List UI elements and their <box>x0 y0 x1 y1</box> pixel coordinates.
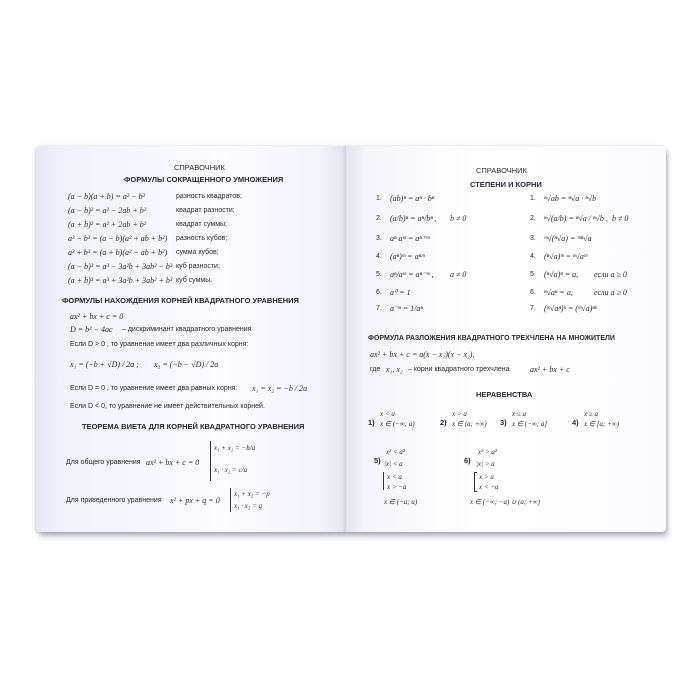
power-rule-number: 7. <box>376 305 382 312</box>
root-rule-number: 4. <box>530 253 536 260</box>
power-rule: aⁿ aᵐ = aⁿ⁺ᵐ <box>390 234 430 243</box>
vieta-reduced-product: x₁ · x₂ = q <box>234 502 263 510</box>
inequality-condition: x ≥ a <box>584 410 598 418</box>
factorization-formula: ax² + bx + c = a(x − x₁)(x − x₂), <box>370 350 475 359</box>
inequality-solution: x ∈ (a; +∞) <box>452 420 487 428</box>
power-rule-number: 6. <box>376 289 382 296</box>
power-rule: (a/b)ⁿ = aⁿ/bⁿ , <box>390 214 437 223</box>
inequality-solution: x ∈ (−∞; a] <box>512 420 548 428</box>
left-page <box>36 146 346 532</box>
inequality-solution: x ∈ (−∞; −a) ∪ (a; +∞) <box>470 498 540 506</box>
vieta-reduced-equation: x² + px + q = 0 <box>170 496 220 505</box>
root-rule-number: 1. <box>530 195 536 202</box>
power-rule: aⁿ/aᵐ = aⁿ⁻ᵐ , <box>390 270 434 279</box>
inequality-solution: x ∈ (−∞; a) <box>380 420 415 428</box>
root-x2-formula: x₂ = (−b − √D) / 2a <box>154 360 219 369</box>
right-page-header: СПРАВОЧНИК <box>476 166 527 175</box>
root-rule-condition: если a ≥ 0 <box>594 288 627 297</box>
formula-row: a³ − b³ = (a − b)(a² + ab + b²) <box>68 234 168 243</box>
left-page-header: СПРАВОЧНИК <box>174 163 225 172</box>
vieta-general-label: Для общего уравнения <box>66 459 141 466</box>
vieta-reduced-label: Для приведенного уравнения <box>66 497 162 504</box>
root-rule-number: 6. <box>530 289 536 296</box>
root-rule: (ⁿ√a)ⁿ = a, <box>544 270 579 279</box>
power-rule-number: 5. <box>376 271 382 278</box>
formula-row: (a − b)² = a² − 2ab + b² <box>68 206 147 215</box>
inequality-number: 4) <box>572 418 579 427</box>
section-title-factorization: ФОРМУЛА РАЗЛОЖЕНИЯ КВАДРАТНОГО ТРЕХЧЛЕНА НА МНОЖИТЕЛИ <box>368 335 615 342</box>
formula-row: (a + b)³ = a³ + 3a²b + 3ab² + b³ <box>68 276 173 285</box>
root-rule-condition: если a ≥ 0 <box>594 270 627 279</box>
power-rule-number: 4. <box>376 253 382 260</box>
inequality-system-line: x < a <box>387 473 402 481</box>
section-title-vieta: ТЕОРЕМА ВИЕТА ДЛЯ КОРНЕЙ КВАДРАТНОГО УРАВНЕНИЯ <box>82 422 305 431</box>
inequality-condition: x² < a² <box>386 448 406 456</box>
formula-label: разность кубов; <box>176 235 228 242</box>
inequality-abs-condition: |x| > a <box>476 460 495 468</box>
formula-label: квадрат разности; <box>176 207 235 214</box>
quadratic-equation: ax² + bx + c = 0 <box>70 312 124 321</box>
inequality-system-line: x < −a <box>479 483 499 491</box>
root-rule-condition: b ≠ 0 <box>612 214 629 223</box>
booklet <box>36 146 666 532</box>
root-rule-number: 3. <box>530 235 536 242</box>
power-rule-number: 2. <box>376 215 382 222</box>
root-x1-formula: x₁ = (−b + √D) / 2a ; <box>70 360 139 369</box>
inequality-system-line: x > a <box>479 473 494 481</box>
case-positive-text: Если D > 0 , то уравнение имеет два различных корня: <box>70 341 249 348</box>
section-title-abbreviated-multiplication: ФОРМУЛЫ СОКРАЩЕННОГО УМНОЖЕНИЯ <box>124 175 284 184</box>
inequality-solution: x ∈ [a; +∞) <box>584 420 620 428</box>
root-rule-number: 5. <box>530 271 536 278</box>
inequality-solution: x ∈ (−a; a) <box>384 498 418 506</box>
power-rule-number: 1. <box>376 195 382 202</box>
vieta-general-product: x₁ · x₂ = c/a <box>214 466 248 474</box>
power-rule-condition: b ≠ 0 <box>450 214 467 223</box>
inequality-number: 1) <box>368 418 375 427</box>
formula-label: квадрат суммы; <box>176 221 227 228</box>
power-rule: (ab)ⁿ = aⁿ · bⁿ <box>390 194 435 203</box>
case-zero-formula: x₁ = x₂ = −b / 2a <box>252 384 308 393</box>
power-rule: a⁰ = 1 <box>390 288 411 297</box>
power-rule: a⁻ⁿ = 1/aⁿ <box>390 304 423 313</box>
factorization-where-vars: x₁, x₂ <box>386 365 403 374</box>
union-bracket <box>474 472 477 492</box>
root-rule-number: 2. <box>530 215 536 222</box>
root-rule: (ⁿ√a)ᵐ = ⁿ√aᵐ <box>544 252 588 261</box>
inequality-number: 5) <box>374 456 381 465</box>
inequality-abs-condition: |x| < a <box>384 460 403 468</box>
formula-row: (a − b)³ = a³ − 3a²b + 3ab² − b³ <box>68 262 173 271</box>
section-title-inequalities: НЕРАВЕНСТВА <box>476 390 533 399</box>
inequality-condition: x ≤ a <box>512 410 526 418</box>
case-zero-text: Если D = 0 , то уравнение имеет два равных корня: <box>70 385 238 392</box>
vieta-reduced-sum: x₁ + x₂ = −p <box>234 490 270 498</box>
section-title-quadratic-roots: ФОРМУЛЫ НАХОЖДЕНИЯ КОРНЕЙ КВАДРАТНОГО УРАВНЕНИЯ <box>62 296 299 305</box>
discriminant-label: – дискриминант квадратного уравнения <box>122 326 252 333</box>
root-rule-number: 7. <box>530 305 536 312</box>
power-rule: (aⁿ)ᵐ = aⁿᵐ <box>390 252 425 261</box>
root-rule: ⁿ√ab = ⁿ√a · ⁿ√b <box>544 194 597 203</box>
root-rule: ⁿ√(a/b) = ⁿ√a / ⁿ√b , <box>544 214 608 223</box>
factorization-where-text: – корни квадратного трехчлена <box>408 366 510 373</box>
formula-label: разность квадратов; <box>176 193 242 200</box>
system-brace <box>210 441 211 481</box>
formula-label: куб суммы. <box>176 277 213 284</box>
section-title-powers-roots: СТЕПЕНИ И КОРНИ <box>470 180 542 189</box>
inequality-condition: x < a <box>380 410 395 418</box>
power-rule-condition: a ≠ 0 <box>450 270 467 279</box>
vieta-general-sum: x₁ + x₂ = −b/a <box>214 444 256 452</box>
case-negative-text: Если D < 0, то уравнение не имеет действительных корней. <box>70 403 265 410</box>
right-page <box>346 146 666 532</box>
formula-row: a³ + b³ = (a + b)(a² − ab + b²) <box>68 248 168 257</box>
power-rule-number: 3. <box>376 235 382 242</box>
inequality-number: 3) <box>500 418 507 427</box>
inequality-number: 2) <box>440 418 447 427</box>
root-rule: ᵐ√(ⁿ√a) = ᵐⁿ√a <box>544 234 592 243</box>
formula-row: (a + b)² = a² + 2ab + b² <box>68 220 147 229</box>
root-rule: ⁿ√aⁿ = a, <box>544 288 573 297</box>
formula-row: (a − b)(a + b) = a² − b² <box>68 192 146 201</box>
inequality-number: 6) <box>464 456 471 465</box>
inequality-condition: x² > a² <box>478 448 498 456</box>
system-brace <box>383 472 384 490</box>
root-rule: (ᵐ√aⁿ)ᵏ = (ᵐ√a)ⁿᵏ <box>544 304 598 313</box>
factorization-where-prefix: где <box>370 366 381 373</box>
discriminant-formula: D = b² − 4ac <box>70 325 113 334</box>
formula-label: сумма кубов; <box>176 249 219 256</box>
inequality-system-line: x > −a <box>387 483 407 491</box>
factorization-where-poly: ax² + bx + c <box>530 365 570 374</box>
inequality-condition: x > a <box>452 410 467 418</box>
system-brace <box>230 488 231 512</box>
formula-label: куб разности; <box>176 263 220 270</box>
vieta-general-equation: ax² + bx + c = 0 <box>146 458 200 467</box>
